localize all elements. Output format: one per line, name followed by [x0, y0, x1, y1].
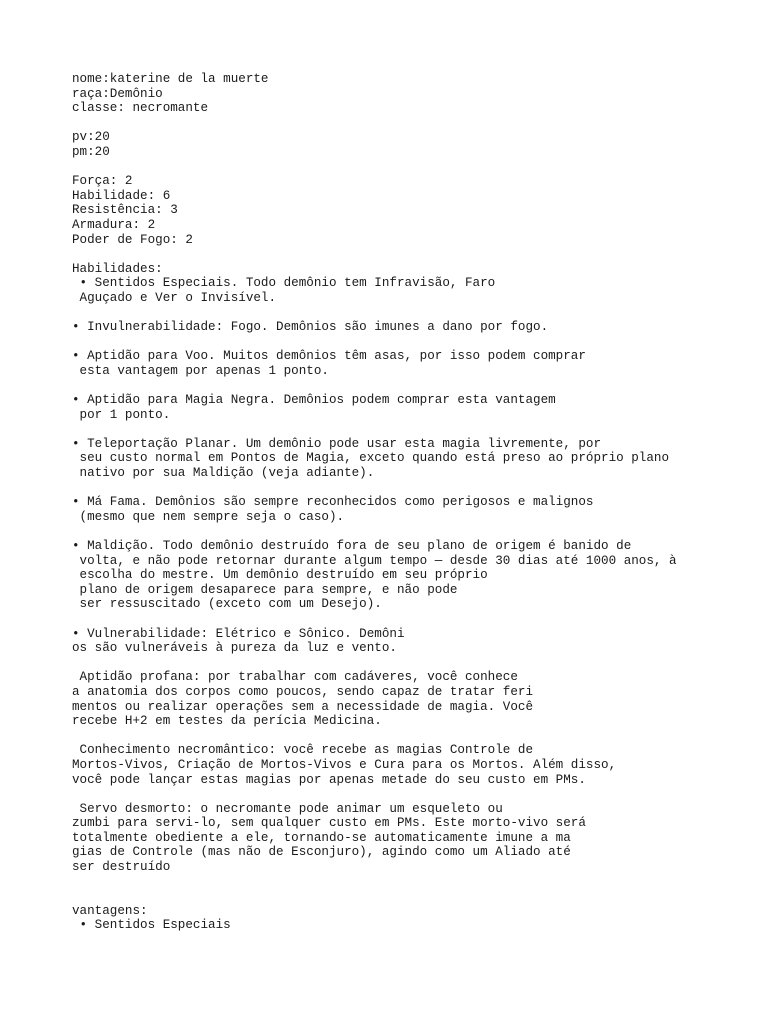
document-line: a anatomia dos corpos como poucos, sendo capaz de tratar feri: [72, 684, 534, 699]
document-line: pm:20: [72, 144, 110, 159]
document-line: ser ressuscitado (exceto com um Desejo).: [72, 597, 382, 612]
document-line: [72, 656, 732, 671]
document-line: • Teleportação Planar. Um demônio pode usar esta magia livremente, por: [72, 436, 602, 451]
document-line: recebe H+2 em testes da perícia Medicina.: [72, 714, 382, 729]
document-line: [72, 306, 732, 321]
document-line: esta vantagem por apenas 1 ponto.: [72, 363, 329, 378]
document-line: [72, 787, 732, 802]
document-line: (mesmo que nem sempre seja o caso).: [72, 509, 345, 524]
document-line: • Vulnerabilidade: Elétrico e Sônico. Demôni: [72, 626, 405, 641]
document-line: zumbi para servi-lo, sem qualquer custo em PMs. Este morto-vivo será: [72, 816, 586, 831]
document-line: Aptidão profana: por trabalhar com cadáveres, você conhece: [72, 670, 518, 685]
document-line: mentos ou realizar operações sem a necessidade de magia. Você: [72, 699, 534, 714]
document-line: [72, 116, 732, 131]
document-line: [72, 378, 732, 393]
document-line: escolha do mestre. Um demônio destruído em seu próprio: [72, 568, 488, 583]
document-line: • Maldição. Todo demônio destruído fora de seu plano de origem é banido de: [72, 539, 632, 553]
document-line: Servo desmorto: o necromante pode animar um esqueleto ou: [72, 801, 503, 816]
document-line: [72, 422, 732, 437]
document-line: [72, 729, 732, 744]
document-line: totalmente obediente a ele, tornando-se automaticamente imune a ma: [72, 830, 571, 845]
document-line: Habilidades:: [72, 261, 163, 276]
document-line: nativo por sua Maldição (veja adiante).: [72, 466, 375, 481]
document-line: [72, 160, 732, 175]
document-line: nome:katerine de la muerte: [72, 72, 269, 86]
document-line: classe: necromante: [72, 101, 209, 116]
document-line: Armadura: 2: [72, 217, 156, 232]
document-line: [72, 612, 732, 627]
document-line: pv:20: [72, 130, 110, 145]
document-line: Resistência: 3: [72, 203, 178, 218]
document-line: seu custo normal em Pontos de Magia, exceto quando está preso ao próprio plano: [72, 451, 670, 466]
document-line: • Invulnerabilidade: Fogo. Demônios são imunes a dano por fogo.: [72, 320, 549, 335]
document-line: [72, 875, 732, 890]
document-line: Conhecimento necromântico: você recebe as magias Controle de: [72, 743, 534, 758]
document-line: volta, e não pode retornar durante algum tempo — desde 30 dias até 1000 anos, à: [72, 553, 677, 568]
document-line: você pode lançar estas magias por apenas metade do seu custo em PMs.: [72, 772, 586, 787]
document-line: [72, 524, 732, 539]
document-line: [72, 889, 732, 904]
document-line: vantagens:: [72, 903, 148, 918]
document-line: os são vulneráveis à pureza da luz e vento.: [72, 641, 397, 656]
document-line: • Aptidão para Voo. Muitos demônios têm asas, por isso podem comprar: [72, 349, 586, 364]
document-line: ser destruído: [72, 860, 171, 875]
document-line: por 1 ponto.: [72, 407, 171, 422]
document-line: [72, 247, 732, 262]
document-line: Mortos-Vivos, Criação de Mortos-Vivos e Cura para os Mortos. Além disso,: [72, 757, 617, 772]
document-line: • Sentidos Especiais: [72, 918, 231, 933]
document-line: [72, 335, 732, 350]
document-line: raça:Demônio: [72, 86, 163, 101]
document-line: • Aptidão para Magia Negra. Demônios podem comprar esta vantagem: [72, 393, 556, 408]
document-line: gias de Controle (mas não de Esconjuro), agindo como um Aliado até: [72, 845, 571, 860]
document-line: • Má Fama. Demônios são sempre reconhecidos como perigosos e malignos: [72, 495, 594, 510]
document-line: [72, 481, 732, 496]
document-line: Habilidade: 6: [72, 188, 171, 203]
document-line: plano de origem desaparece para sempre, e não pode: [72, 582, 458, 597]
document-page: [72, 72, 732, 933]
document-line: Força: 2: [72, 174, 133, 189]
document-line: Poder de Fogo: 2: [72, 232, 193, 247]
document-line: • Sentidos Especiais. Todo demônio tem Infravisão, Faro: [72, 276, 496, 291]
document-line: Aguçado e Ver o Invisível.: [72, 290, 277, 305]
